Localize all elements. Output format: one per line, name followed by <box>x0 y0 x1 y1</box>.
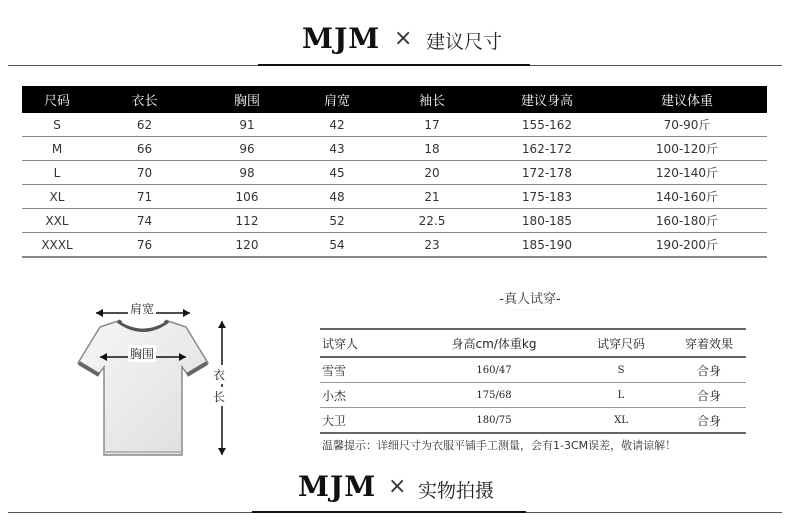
cell: 17 <box>377 113 487 137</box>
cell: 100-120斤 <box>607 137 767 161</box>
cell: XXL <box>22 209 92 233</box>
brand-logo: MJM <box>298 470 377 503</box>
table-row <box>320 383 746 408</box>
col-height-weight: 身高cm/体重kg <box>418 329 570 357</box>
col-length: 衣长 <box>92 86 197 113</box>
cell: 合身 <box>672 408 746 434</box>
cell: 172-178 <box>487 161 607 185</box>
cell: 70-90斤 <box>607 113 767 137</box>
size-table <box>22 86 767 258</box>
cross-mark: × <box>388 474 407 499</box>
col-size: 尺码 <box>22 86 92 113</box>
cell: 大卫 <box>320 408 418 434</box>
col-height: 建议身高 <box>487 86 607 113</box>
section-title: 实物拍摄 <box>418 480 495 502</box>
cell: 180/75 <box>418 408 570 434</box>
cell: 175-183 <box>487 185 607 209</box>
col-fit: 穿着效果 <box>672 329 746 357</box>
cell: 76 <box>92 233 197 258</box>
cell: 54 <box>297 233 377 258</box>
cross-mark: × <box>394 26 413 51</box>
col-shoulder: 肩宽 <box>297 86 377 113</box>
table-row <box>320 357 746 383</box>
tryon-title: -真人试穿- <box>499 292 561 307</box>
cell: 74 <box>92 209 197 233</box>
col-sleeve: 袖长 <box>377 86 487 113</box>
table-row <box>22 161 767 185</box>
cell: 120 <box>197 233 297 258</box>
cell: 106 <box>197 185 297 209</box>
cell: S <box>570 357 672 383</box>
divider-accent <box>258 64 530 66</box>
label-chest: 胸围 <box>130 347 155 361</box>
cell: XL <box>22 185 92 209</box>
cell: XXXL <box>22 233 92 258</box>
table-row <box>22 209 767 233</box>
cell: 43 <box>297 137 377 161</box>
brand-logo: MJM <box>302 22 381 55</box>
cell: 160-180斤 <box>607 209 767 233</box>
table-row <box>22 113 767 137</box>
table-row <box>22 233 767 258</box>
cell: 合身 <box>672 357 746 383</box>
cell: 18 <box>377 137 487 161</box>
cell: 155-162 <box>487 113 607 137</box>
cell: M <box>22 137 92 161</box>
label-length: 衣 <box>213 365 225 384</box>
tshirt-measurement-diagram <box>70 295 240 460</box>
cell: 180-185 <box>487 209 607 233</box>
table-row <box>22 137 767 161</box>
cell: 71 <box>92 185 197 209</box>
section-title: 建议尺寸 <box>426 31 503 53</box>
divider-accent <box>252 511 526 513</box>
cell: 120-140斤 <box>607 161 767 185</box>
cell: 70 <box>92 161 197 185</box>
cell: 小杰 <box>320 383 418 408</box>
cell: 雪雪 <box>320 357 418 383</box>
cell: L <box>22 161 92 185</box>
size-table-header <box>22 86 767 113</box>
cell: 160/47 <box>418 357 570 383</box>
col-weight: 建议体重 <box>607 86 767 113</box>
cell: XL <box>570 408 672 434</box>
col-person: 试穿人 <box>320 329 418 357</box>
section-header-size <box>0 20 790 60</box>
tryon-watermark: ········· <box>514 306 546 315</box>
cell: 175/68 <box>418 383 570 408</box>
cell: S <box>22 113 92 137</box>
cell: 23 <box>377 233 487 258</box>
cell: 190-200斤 <box>607 233 767 258</box>
cell: 162-172 <box>487 137 607 161</box>
label-length-2: 长 <box>213 387 225 406</box>
cell: 合身 <box>672 383 746 408</box>
tryon-header <box>320 329 746 357</box>
col-chest: 胸围 <box>197 86 297 113</box>
measurement-note: 温馨提示：详细尺寸为衣服平铺手工测量，会有1-3CM误差，敬请谅解！ <box>322 439 677 452</box>
cell: 140-160斤 <box>607 185 767 209</box>
table-row <box>320 408 746 434</box>
label-shoulder: 肩宽 <box>130 302 155 316</box>
cell: 22.5 <box>377 209 487 233</box>
cell: 62 <box>92 113 197 137</box>
table-row <box>22 185 767 209</box>
cell: 21 <box>377 185 487 209</box>
col-tried-size: 试穿尺码 <box>570 329 672 357</box>
cell: 20 <box>377 161 487 185</box>
cell: 98 <box>197 161 297 185</box>
tryon-table <box>320 328 746 434</box>
cell: 45 <box>297 161 377 185</box>
cell: 185-190 <box>487 233 607 258</box>
cell: 96 <box>197 137 297 161</box>
section-header-photos <box>0 470 790 510</box>
cell: 52 <box>297 209 377 233</box>
cell: 42 <box>297 113 377 137</box>
cell: 48 <box>297 185 377 209</box>
cell: L <box>570 383 672 408</box>
cell: 112 <box>197 209 297 233</box>
cell: 66 <box>92 137 197 161</box>
cell: 91 <box>197 113 297 137</box>
